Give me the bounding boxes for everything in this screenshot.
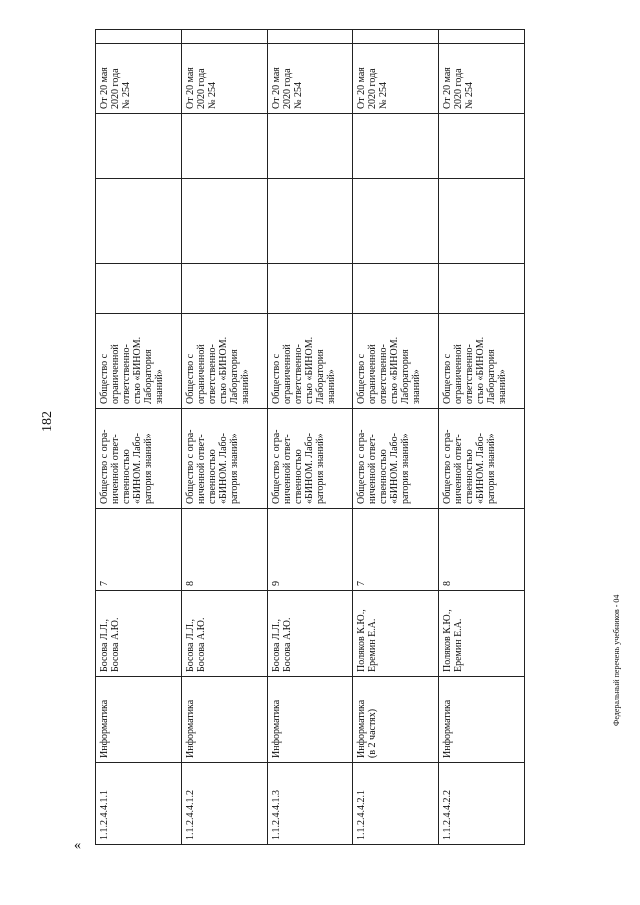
empty-cell: [353, 264, 439, 314]
empty-cell: [96, 264, 182, 314]
publisher-cell: Общество с огра- ниченной ответ- ственностью «БИНОМ. Лабо- ратория знаний»: [181, 409, 267, 509]
table-row: [181, 30, 267, 845]
authors-cell: Поляков К.Ю., Еремин Е.А.: [353, 591, 439, 677]
table-row: [96, 30, 182, 845]
code-cell: 1.1.2.4.4.2.1: [353, 763, 439, 845]
subject-cell: Информатика (в 2 частях): [353, 677, 439, 763]
empty-cell: [181, 30, 267, 44]
empty-cell: [96, 114, 182, 179]
grade-cell: 9: [267, 509, 353, 591]
authors-cell: Босова Л.Л., Босова А.Ю.: [181, 591, 267, 677]
subject-cell: Информатика: [181, 677, 267, 763]
grade-cell: 7: [353, 509, 439, 591]
subject-cell: Информатика: [267, 677, 353, 763]
code-cell: 1.1.2.4.4.1.2: [181, 763, 267, 845]
empty-cell: [267, 114, 353, 179]
footer-text: Федеральный перечень учебников - 04: [612, 594, 621, 726]
publisher-cell: Общество с огра- ниченной ответ- ственностью «БИНОМ. Лабо- ратория знаний»: [96, 409, 182, 509]
date-cell: От 20 мая 2020 года № 254: [96, 44, 182, 114]
empty-cell: [439, 179, 525, 264]
authors-cell: Поляков К.Ю., Еремин Е.А.: [439, 591, 525, 677]
manufacturer-cell: Общество с ограниченной ответственно- стью «БИНОМ. Лаборатория знаний»: [353, 314, 439, 409]
manufacturer-cell: Общество с ограниченной ответственно- стью «БИНОМ. Лаборатория знаний»: [181, 314, 267, 409]
empty-cell: [96, 30, 182, 44]
empty-cell: [353, 114, 439, 179]
empty-cell: [267, 179, 353, 264]
code-cell: 1.1.2.4.4.2.2: [439, 763, 525, 845]
empty-cell: [181, 179, 267, 264]
manufacturer-cell: Общество с ограниченной ответственно- стью «БИНОМ. Лаборатория знаний»: [96, 314, 182, 409]
empty-cell: [267, 30, 353, 44]
textbook-table: [95, 29, 525, 845]
table-row: [353, 30, 439, 845]
date-cell: От 20 мая 2020 года № 254: [353, 44, 439, 114]
authors-cell: Босова Л.Л., Босова А.Ю.: [267, 591, 353, 677]
subject-cell: Информатика: [96, 677, 182, 763]
page-number: 182: [40, 411, 55, 432]
empty-cell: [439, 114, 525, 179]
empty-cell: [96, 179, 182, 264]
empty-cell: [353, 30, 439, 44]
date-cell: От 20 мая 2020 года № 254: [439, 44, 525, 114]
table-row: [267, 30, 353, 845]
empty-cell: [181, 264, 267, 314]
grade-cell: 7: [96, 509, 182, 591]
publisher-cell: Общество с огра- ниченной ответ- ственностью «БИНОМ. Лабо- ратория знаний»: [267, 409, 353, 509]
publisher-cell: Общество с огра- ниченной ответ- ственностью «БИНОМ. Лабо- ратория знаний»: [353, 409, 439, 509]
empty-cell: [353, 179, 439, 264]
empty-cell: [181, 114, 267, 179]
date-cell: От 20 мая 2020 года № 254: [181, 44, 267, 114]
grade-cell: 8: [439, 509, 525, 591]
empty-cell: [267, 264, 353, 314]
manufacturer-cell: Общество с ограниченной ответственно- стью «БИНОМ. Лаборатория знаний»: [267, 314, 353, 409]
code-cell: 1.1.2.4.4.1.1: [96, 763, 182, 845]
empty-cell: [439, 30, 525, 44]
publisher-cell: Общество с огра- ниченной ответ- ственностью «БИНОМ. Лабо- ратория знаний»: [439, 409, 525, 509]
corner-mark: «: [74, 838, 81, 853]
subject-cell: Информатика: [439, 677, 525, 763]
empty-cell: [439, 264, 525, 314]
table-row: [439, 30, 525, 845]
authors-cell: Босова Л.Л., Босова А.Ю.: [96, 591, 182, 677]
manufacturer-cell: Общество с ограниченной ответственно- стью «БИНОМ. Лаборатория знаний»: [439, 314, 525, 409]
grade-cell: 8: [181, 509, 267, 591]
textbook-table-container: [95, 30, 525, 845]
date-cell: От 20 мая 2020 года № 254: [267, 44, 353, 114]
code-cell: 1.1.2.4.4.1.3: [267, 763, 353, 845]
